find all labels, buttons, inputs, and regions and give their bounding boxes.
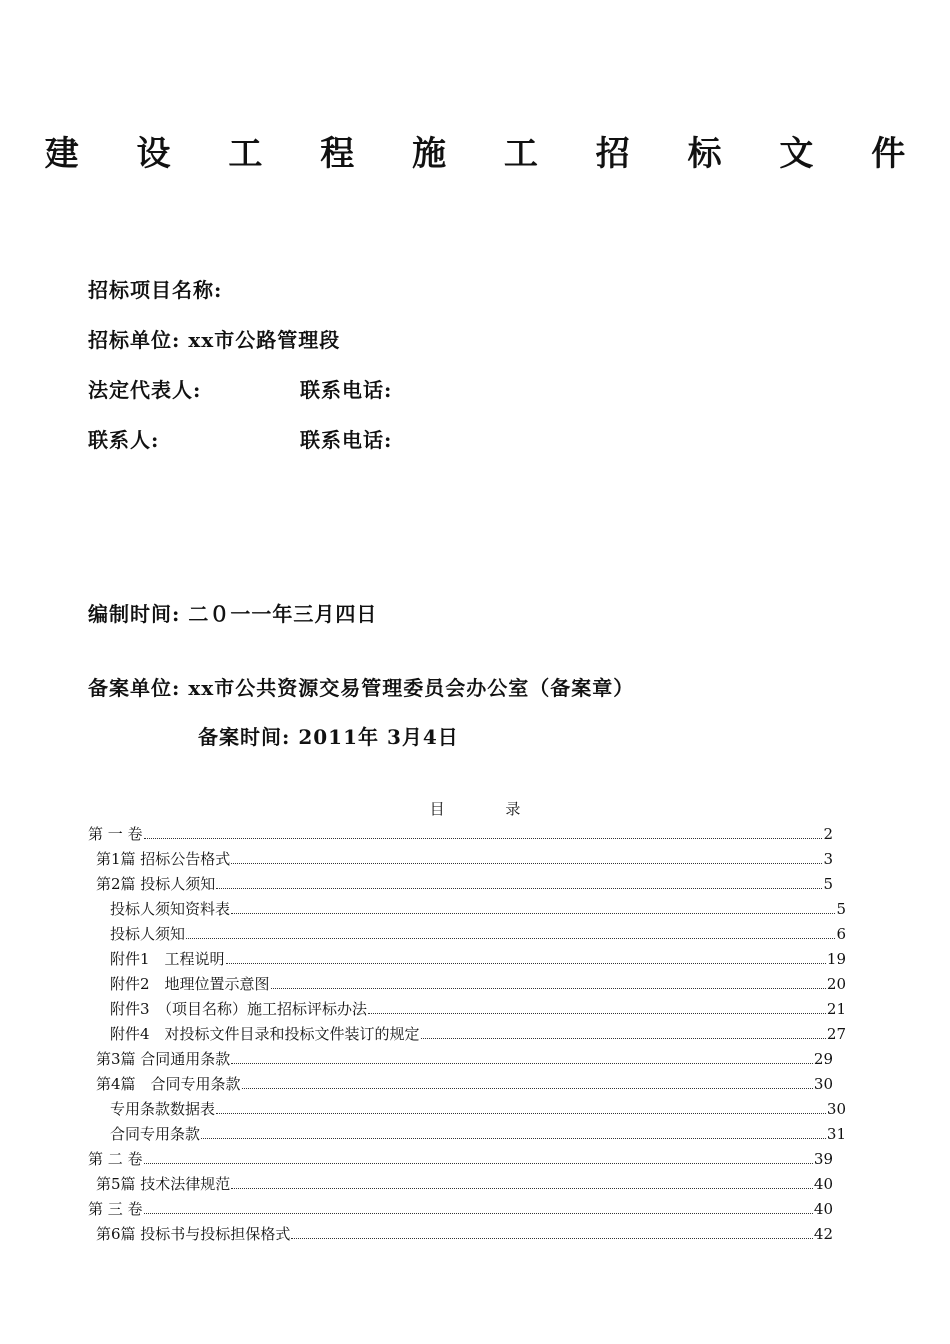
toc-entry[interactable]: 第 二 卷 39 — [88, 1146, 833, 1171]
toc-entry[interactable]: 投标人须知 6 — [110, 921, 846, 946]
document-title: 建 设 工 程 施 工 招 标 文 件 — [44, 134, 929, 174]
toc-entry[interactable]: 第2篇 投标人须知 5 — [96, 871, 833, 896]
toc-entry[interactable]: 第 一 卷 2 — [88, 821, 833, 846]
toc-entry[interactable]: 第3篇 合同通用条款 29 — [96, 1046, 833, 1071]
toc-entry[interactable]: 附件3 （项目名称）施工招标评标办法 21 — [110, 996, 846, 1021]
project-name-field: 招标项目名称: — [88, 278, 223, 302]
toc-entry[interactable]: 合同专用条款 31 — [110, 1121, 846, 1146]
toc-entry[interactable]: 附件2 地理位置示意图 20 — [110, 971, 846, 996]
legal-rep-label: 法定代表人: — [88, 378, 202, 402]
toc-entry[interactable]: 第5篇 技术法律规范 40 — [96, 1171, 833, 1196]
toc-entry[interactable]: 第4篇 合同专用条款 30 — [96, 1071, 833, 1096]
contact-row — [88, 424, 393, 453]
phone-label-2: 联系电话: — [300, 428, 393, 452]
compiled-date-field: 编制时间: 二０一一年三月四日 — [88, 602, 378, 626]
contact-label: 联系人: — [88, 428, 160, 452]
toc-entry[interactable]: 第 三 卷 40 — [88, 1196, 833, 1221]
phone-label-1: 联系电话: — [300, 378, 393, 402]
filing-time-field: 备案时间: 2011年 3月4日 — [198, 725, 459, 749]
tender-unit-field: 招标单位: xx市公路管理段 — [88, 328, 341, 352]
toc-entry[interactable]: 投标人须知资料表 5 — [110, 896, 846, 921]
toc-entry[interactable]: 第6篇 投标书与投标担保格式 42 — [96, 1221, 833, 1246]
toc-heading: 目 录 — [429, 800, 549, 818]
filing-unit-field: 备案单位: xx市公共资源交易管理委员会办公室（备案章） — [88, 676, 635, 700]
legal-rep-row — [88, 374, 393, 403]
toc-entry[interactable]: 附件4 对投标文件目录和投标文件装订的规定 27 — [110, 1021, 846, 1046]
toc-entry[interactable]: 专用条款数据表 30 — [110, 1096, 846, 1121]
toc-entry[interactable]: 附件1 工程说明 19 — [110, 946, 846, 971]
toc-entry[interactable]: 第1篇 招标公告格式 3 — [96, 846, 833, 871]
